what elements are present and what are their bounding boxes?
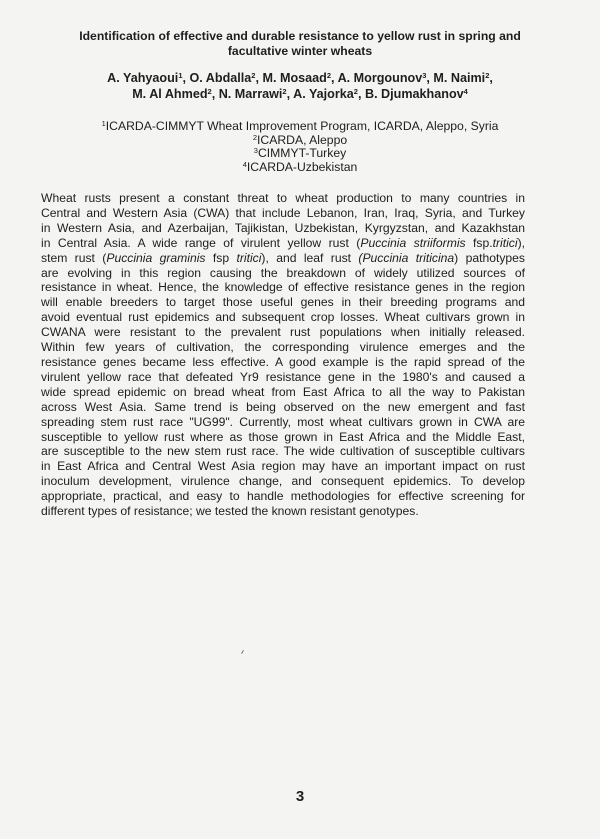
author-name: M. Naimi <box>433 71 486 85</box>
author: M. Al Ahmed$^2$, <box>132 86 219 101</box>
affiliation-marker: 2 <box>251 71 256 80</box>
abstract-line: in Central Asia. A wide range of virulent yellow rust (Puccinia striiformis fsp.tritici), <box>41 235 525 250</box>
abstract-line: in East Africa and Central West Asia region may have an important impact on rust <box>41 459 525 474</box>
affiliation-number: 3 <box>253 146 258 155</box>
affiliation-number: 1 <box>101 119 106 128</box>
author <box>365 87 468 101</box>
abstract-line: inoculum development, virulence change, and consequent epidemics. To develop <box>41 474 525 489</box>
abstract-line: wide spread epidemic on bread wheat from East Africa to all the way to Pakistan <box>41 384 525 399</box>
species-name: tritici <box>492 235 518 250</box>
abstract-line: susceptible to yellow rust where as those grown in East Africa and the Middle East, <box>41 429 525 444</box>
affiliation-text: CIMMYT-Turkey <box>257 146 347 160</box>
affiliation-number: 2 <box>252 132 258 142</box>
author-list <box>40 71 560 102</box>
species-name: Puccinia graminis <box>106 250 206 265</box>
affiliation-marker: 1 <box>178 71 183 80</box>
abstract-line: across West Asia. Same trend is being observed on the new emergent and fast <box>41 399 525 414</box>
author-name: N. Marrawi <box>218 86 283 101</box>
abstract-line: in Western Asia, and Azerbaijan, Tajikistan, Uzbekistan, Kyrgyzstan, and Kazakhstan <box>41 220 525 235</box>
author: M. Naimi$^2$, <box>433 71 493 85</box>
species-name: (Puccinia triticina <box>358 250 455 265</box>
abstract-line: appropriate, practical, and easy to handle methodologies for effective screening for <box>41 489 525 504</box>
abstract-line: are susceptible to the new stem rust race. The wide cultivation of susceptible cultivars <box>41 444 525 459</box>
author: A. Yahyaoui$^1$, <box>107 71 190 85</box>
abstract-line: resistance in wheat. Hence, the knowledge of effective resistance genes in the region <box>41 280 525 295</box>
affiliation-marker: 2 <box>353 86 358 96</box>
abstract-line: Central and Western Asia (CWA) that include Lebanon, Iran, Iraq, Syria, and Turkey <box>41 205 525 220</box>
abstract-line: are evolving in this region causing the breakdown of widely utilized sources of <box>41 265 525 280</box>
title-line-2: facultative winter wheats <box>227 43 373 58</box>
abstract-line: avoid eventual rust epidemics and subsequent crop losses. Wheat cultivars grown in <box>41 310 525 325</box>
affiliation-marker: 4 <box>463 86 468 96</box>
author: M. Mosaad$^2$, <box>262 71 338 85</box>
abstract-line: stem rust (Puccinia graminis fsp tritici), and leaf rust (Puccinia triticina) pathotypes <box>41 250 525 265</box>
author-name: B. Djumakhanov <box>364 86 464 101</box>
affiliation-number: 4 <box>242 159 247 169</box>
affiliation-marker: 2 <box>282 86 287 96</box>
abstract-line: Within few years of cultivation, the corresponding virulence emerges and the <box>41 340 525 355</box>
paper-title <box>40 29 560 58</box>
author-name: M. Mosaad <box>262 71 327 85</box>
author: A. Morgounov$^3$, <box>337 71 434 85</box>
scan-speck <box>241 650 244 654</box>
author: N. Marrawi$^2$, <box>218 86 294 101</box>
author-name: A. Yajorka <box>293 86 354 101</box>
affiliation <box>40 147 560 161</box>
author-name: A. Morgounov <box>337 71 423 85</box>
author-name: O. Abdalla <box>189 71 252 85</box>
abstract-line: Wheat rusts present a constant threat to wheat production to many countries in <box>41 191 525 205</box>
affiliation-text: ICARDA-CIMMYT Wheat Improvement Program, ICARDA, Aleppo, Syria <box>105 119 499 133</box>
abstract-line: virulent yellow race that defeated Yr9 resistance gene in the 1980's and caused a <box>41 369 525 384</box>
abstract-line: resistance genes became less effective. A good example is the rapid spread of the <box>41 354 525 369</box>
affiliation-marker: 2 <box>326 71 332 80</box>
author: A. Yajorka$^2$, <box>293 86 365 101</box>
affiliation-marker: 2 <box>207 86 212 96</box>
abstract-line: spreading stem rust race "UG99". Currently, most wheat cultivars grown in CWA are <box>41 414 525 429</box>
title-line-1: Identification of effective and durable resistance to yellow rust in spring and <box>79 29 521 43</box>
species-name: tritici <box>236 250 262 265</box>
affiliation <box>40 161 560 175</box>
affiliation-marker: 2 <box>485 71 490 80</box>
affiliation-text: ICARDA-Uzbekistan <box>246 159 358 174</box>
affiliation-list <box>40 120 560 174</box>
abstract-line: CWANA were resistant to the prevalent rust populations when initially released. <box>41 325 525 340</box>
abstract-line: different types of resistance; we tested the known resistant genotypes. <box>41 504 419 519</box>
affiliation-text: ICARDA, Aleppo <box>257 132 348 147</box>
affiliation <box>40 134 560 148</box>
abstract-body <box>41 191 525 519</box>
author-name: M. Al Ahmed <box>132 86 208 101</box>
author-line-1 <box>40 71 560 87</box>
affiliation <box>40 120 560 134</box>
species-name: Puccinia striiformis <box>360 235 466 250</box>
affiliation-marker: 3 <box>422 71 427 80</box>
author-name: A. Yahyaoui <box>107 71 179 85</box>
author: O. Abdalla$^2$, <box>189 71 263 85</box>
page-number: 3 <box>295 788 305 805</box>
author-line-2 <box>40 87 560 103</box>
abstract-line: will enable breeders to target those useful genes in their breeding programs and <box>41 295 525 310</box>
